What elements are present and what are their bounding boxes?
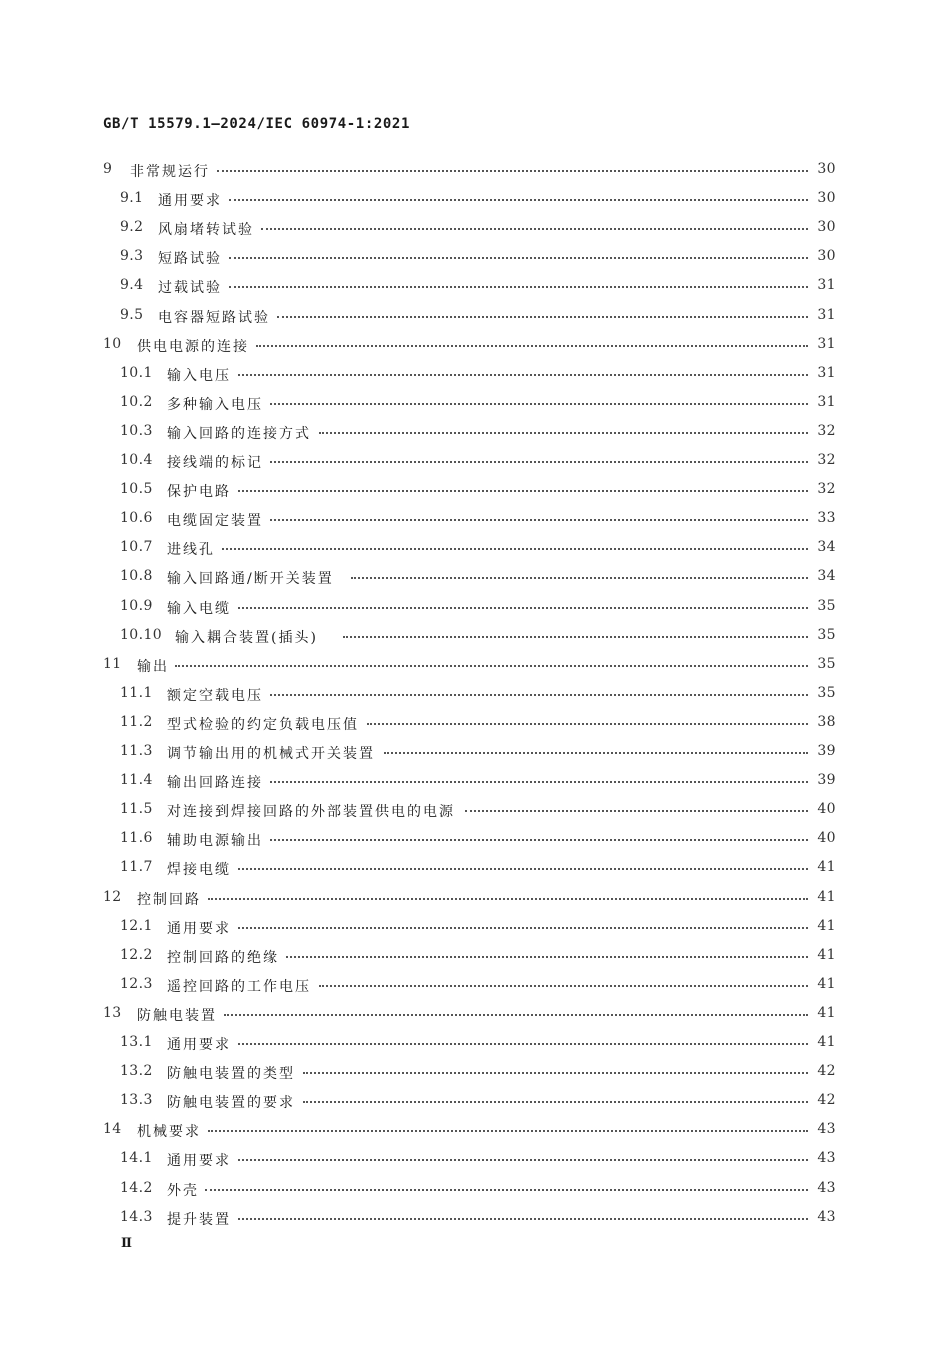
toc-entry-page: 30 <box>817 219 836 236</box>
toc-leader-dots <box>270 403 808 405</box>
toc-leader-dots <box>277 316 808 318</box>
toc-entry-number: 11.7 <box>120 859 153 876</box>
toc-entry[interactable] <box>0 155 950 184</box>
toc-entry[interactable] <box>0 271 950 300</box>
toc-entry-page: 43 <box>817 1179 836 1196</box>
toc-entry-number: 10.8 <box>120 568 153 585</box>
toc-entry-number: 10.5 <box>120 481 153 498</box>
toc-entry-page: 40 <box>817 830 836 847</box>
toc-entry-number: 9.3 <box>120 248 144 265</box>
toc-entry-number: 14 <box>103 1121 122 1138</box>
toc-entry-title: 通用要求 <box>167 920 231 937</box>
toc-leader-dots <box>351 577 808 579</box>
toc-entry[interactable] <box>0 970 950 999</box>
toc-entry-page: 34 <box>817 539 836 556</box>
toc-leader-dots <box>175 665 808 667</box>
toc-entry-number: 13.3 <box>120 1092 153 1109</box>
toc-entry-title: 通用要求 <box>158 193 222 210</box>
toc-leader-dots <box>229 199 808 201</box>
toc-entry-number: 10.4 <box>120 452 153 468</box>
toc-entry[interactable] <box>0 1086 950 1115</box>
toc-entry-title: 输入回路通/断开关装置 <box>167 571 334 588</box>
toc-entry-page: 32 <box>817 481 836 498</box>
toc-entry-title: 焊接电缆 <box>167 862 231 879</box>
toc-entry-number: 11.4 <box>120 772 153 789</box>
toc-entry-title: 输入电压 <box>167 367 231 384</box>
toc-entry-title: 进线孔 <box>167 542 215 559</box>
toc-entry-page: 31 <box>817 364 836 381</box>
toc-entry-page: 42 <box>817 1092 836 1109</box>
toc-entry-page: 41 <box>817 859 836 876</box>
toc-entry[interactable] <box>0 766 950 795</box>
toc-entry-title: 供电电源的连接 <box>137 338 249 355</box>
toc-entry-page: 38 <box>817 713 836 730</box>
page-number-footer: Ⅱ <box>121 1236 132 1251</box>
toc-entry-title: 遥控回路的工作电压 <box>167 978 311 995</box>
toc-leader-dots <box>343 636 808 638</box>
toc-entry-number: 11 <box>103 655 122 672</box>
toc-entry[interactable] <box>0 1203 950 1232</box>
toc-entry-page: 31 <box>817 306 836 323</box>
toc-entry-number: 12.3 <box>120 975 153 992</box>
toc-entry-page: 32 <box>817 422 836 439</box>
toc-leader-dots <box>238 868 808 870</box>
toc-leader-dots <box>286 956 808 958</box>
toc-entry-number: 11.3 <box>120 743 153 759</box>
toc-entry[interactable] <box>0 562 950 591</box>
toc-entry-title: 输入电缆 <box>167 600 231 617</box>
toc-entry-number: 10.1 <box>120 364 153 381</box>
toc-entry-title: 对连接到焊接回路的外部装置供电的电源 <box>167 804 455 821</box>
toc-entry-page: 41 <box>817 946 836 963</box>
toc-leader-dots <box>238 1218 808 1220</box>
toc-leader-dots <box>205 1189 808 1191</box>
toc-entry-title: 多种输入电压 <box>167 396 263 413</box>
toc-entry[interactable] <box>0 592 950 621</box>
toc-entry-title: 输入耦合装置(插头) <box>175 629 318 646</box>
toc-leader-dots <box>303 1101 808 1103</box>
toc-entry-title: 防触电装置的要求 <box>167 1095 295 1112</box>
toc-entry-page: 42 <box>817 1063 836 1080</box>
toc-leader-dots <box>222 548 808 550</box>
toc-entry-title: 防触电装置的类型 <box>167 1066 295 1083</box>
toc-entry[interactable] <box>0 359 950 388</box>
toc-leader-dots <box>319 432 808 434</box>
toc-leader-dots <box>238 1159 808 1161</box>
toc-entry-page: 32 <box>817 452 836 468</box>
toc-entry-title: 保护电路 <box>167 484 231 501</box>
toc-entry-page: 43 <box>817 1150 836 1167</box>
toc-entry-page: 41 <box>817 917 836 934</box>
toc-leader-dots <box>238 927 808 929</box>
toc-entry-number: 14.2 <box>120 1179 153 1196</box>
toc-entry-title: 电缆固定装置 <box>167 513 263 530</box>
toc-leader-dots <box>238 374 808 376</box>
toc-entry-page: 43 <box>817 1208 836 1225</box>
toc-entry[interactable] <box>0 795 950 824</box>
toc-entry-title: 电容器短路试验 <box>158 309 270 326</box>
toc-entry-title: 通用要求 <box>167 1037 231 1053</box>
toc-entry[interactable] <box>0 446 950 475</box>
toc-entry-title: 输出回路连接 <box>167 775 263 792</box>
toc-leader-dots <box>229 286 808 288</box>
toc-entry-page: 33 <box>817 510 836 527</box>
toc-entry-title: 接线端的标记 <box>167 455 263 471</box>
toc-entry-number: 11.1 <box>120 684 153 701</box>
toc-entry-title: 辅助电源输出 <box>167 833 263 850</box>
toc-entry-title: 型式检验的约定负载电压值 <box>167 716 359 733</box>
toc-entry-page: 31 <box>817 393 836 410</box>
toc-entry-title: 风扇堵转试验 <box>158 222 254 239</box>
toc-entry-page: 30 <box>817 248 836 265</box>
toc-leader-dots <box>224 1014 808 1016</box>
toc-entry-number: 9.1 <box>120 190 144 207</box>
toc-entry-page: 41 <box>817 975 836 992</box>
toc-leader-dots <box>238 490 808 492</box>
toc-entry[interactable] <box>0 824 950 853</box>
toc-entry-title: 控制回路 <box>137 891 201 908</box>
toc-leader-dots <box>208 898 808 900</box>
toc-entry[interactable] <box>0 330 950 359</box>
toc-leader-dots <box>465 810 808 812</box>
toc-entry-title: 非常规运行 <box>130 164 210 180</box>
toc-entry-page: 35 <box>817 684 836 701</box>
toc-entry-page: 39 <box>817 772 836 789</box>
toc-entry-number: 13 <box>103 1004 122 1021</box>
toc-entry[interactable] <box>0 650 950 679</box>
toc-entry[interactable] <box>0 242 950 271</box>
toc-entry-page: 31 <box>817 277 836 294</box>
toc-entry[interactable] <box>0 533 950 562</box>
toc-entry-page: 35 <box>817 597 836 614</box>
toc-leader-dots <box>261 228 808 230</box>
toc-leader-dots <box>384 752 808 754</box>
toc-entry-page: 41 <box>817 1034 836 1050</box>
toc-entry-title: 外壳 <box>167 1182 199 1199</box>
toc-entry-number: 11.2 <box>120 713 153 730</box>
toc-entry-title: 通用要求 <box>167 1153 231 1170</box>
toc-leader-dots <box>217 170 808 172</box>
toc-entry-title: 额定空载电压 <box>167 687 263 704</box>
toc-entry-number: 12 <box>103 888 122 905</box>
document-header: GB/T 15579.1—2024/IEC 60974-1:2021 <box>103 116 410 132</box>
toc-leader-dots <box>256 345 808 347</box>
toc-leader-dots <box>238 607 808 609</box>
toc-entry[interactable] <box>0 1174 950 1203</box>
toc-entry-number: 10.10 <box>120 626 163 643</box>
toc-leader-dots <box>270 461 808 463</box>
toc-entry-title: 短路试验 <box>158 251 222 268</box>
toc-entry[interactable] <box>0 504 950 533</box>
toc-entry-page: 43 <box>817 1121 836 1138</box>
toc-entry-number: 12.2 <box>120 946 153 963</box>
toc-entry-title: 提升装置 <box>167 1211 231 1228</box>
toc-leader-dots <box>229 257 808 259</box>
toc-entry-number: 11.5 <box>120 801 153 818</box>
toc-entry-page: 31 <box>817 335 836 352</box>
toc-entry-page: 34 <box>817 568 836 585</box>
toc-entry[interactable] <box>0 1028 950 1057</box>
toc-entry-page: 41 <box>817 888 836 905</box>
toc-entry-number: 13.1 <box>120 1034 153 1050</box>
toc-entry-number: 9.5 <box>120 306 144 323</box>
toc-entry[interactable] <box>0 417 950 446</box>
toc-entry-page: 41 <box>817 1004 836 1021</box>
toc-entry-title: 过载试验 <box>158 280 222 297</box>
toc-entry[interactable] <box>0 388 950 417</box>
toc-entry-page: 39 <box>817 743 836 759</box>
toc-entry-number: 9 <box>103 161 113 177</box>
toc-entry[interactable] <box>0 621 950 650</box>
toc-entry[interactable] <box>0 1115 950 1144</box>
toc-entry-number: 10.7 <box>120 539 153 556</box>
toc-entry-number: 10.6 <box>120 510 153 527</box>
toc-entry-number: 10.9 <box>120 597 153 614</box>
toc-entry-number: 14.3 <box>120 1208 153 1225</box>
toc-entry[interactable] <box>0 853 950 882</box>
toc-leader-dots <box>270 519 808 521</box>
toc-entry-page: 30 <box>817 190 836 207</box>
toc-entry[interactable] <box>0 999 950 1028</box>
toc-entry-number: 11.6 <box>120 830 153 847</box>
toc-entry-title: 输出 <box>137 658 169 675</box>
toc-entry-number: 10 <box>103 335 122 352</box>
toc-entry-title: 防触电装置 <box>137 1007 217 1024</box>
toc-leader-dots <box>303 1072 808 1074</box>
toc-leader-dots <box>270 694 808 696</box>
toc-entry-title: 机械要求 <box>137 1124 201 1141</box>
toc-entry-number: 9.2 <box>120 219 144 236</box>
toc-leader-dots <box>270 839 808 841</box>
toc-entry-number: 12.1 <box>120 917 153 934</box>
toc-entry[interactable] <box>0 912 950 941</box>
toc-entry-title: 控制回路的绝缘 <box>167 949 279 966</box>
toc-entry[interactable] <box>0 737 950 766</box>
toc-leader-dots <box>319 985 808 987</box>
toc-entry-number: 14.1 <box>120 1150 153 1167</box>
toc-entry-page: 35 <box>817 655 836 672</box>
toc-entry[interactable] <box>0 475 950 504</box>
toc-entry-title: 输入回路的连接方式 <box>167 425 311 442</box>
toc-entry-title: 调节输出用的机械式开关装置 <box>167 746 375 762</box>
toc-entry[interactable] <box>0 1144 950 1173</box>
toc-entry[interactable] <box>0 301 950 330</box>
toc-entry[interactable] <box>0 883 950 912</box>
toc-entry-page: 40 <box>817 801 836 818</box>
toc-entry-number: 10.3 <box>120 422 153 439</box>
toc-entry[interactable] <box>0 679 950 708</box>
toc-entry[interactable] <box>0 1057 950 1086</box>
toc-leader-dots <box>270 781 808 783</box>
toc-entry[interactable] <box>0 708 950 737</box>
toc-leader-dots <box>367 723 808 725</box>
toc-entry[interactable] <box>0 213 950 242</box>
toc-entry-page: 30 <box>817 161 836 177</box>
toc-leader-dots <box>208 1130 808 1132</box>
toc-entry-number: 10.2 <box>120 393 153 410</box>
toc-leader-dots <box>238 1043 808 1045</box>
toc-entry[interactable] <box>0 184 950 213</box>
toc-entry-number: 9.4 <box>120 277 144 294</box>
toc-entry-page: 35 <box>817 626 836 643</box>
toc-entry[interactable] <box>0 941 950 970</box>
toc-entry-number: 13.2 <box>120 1063 153 1080</box>
